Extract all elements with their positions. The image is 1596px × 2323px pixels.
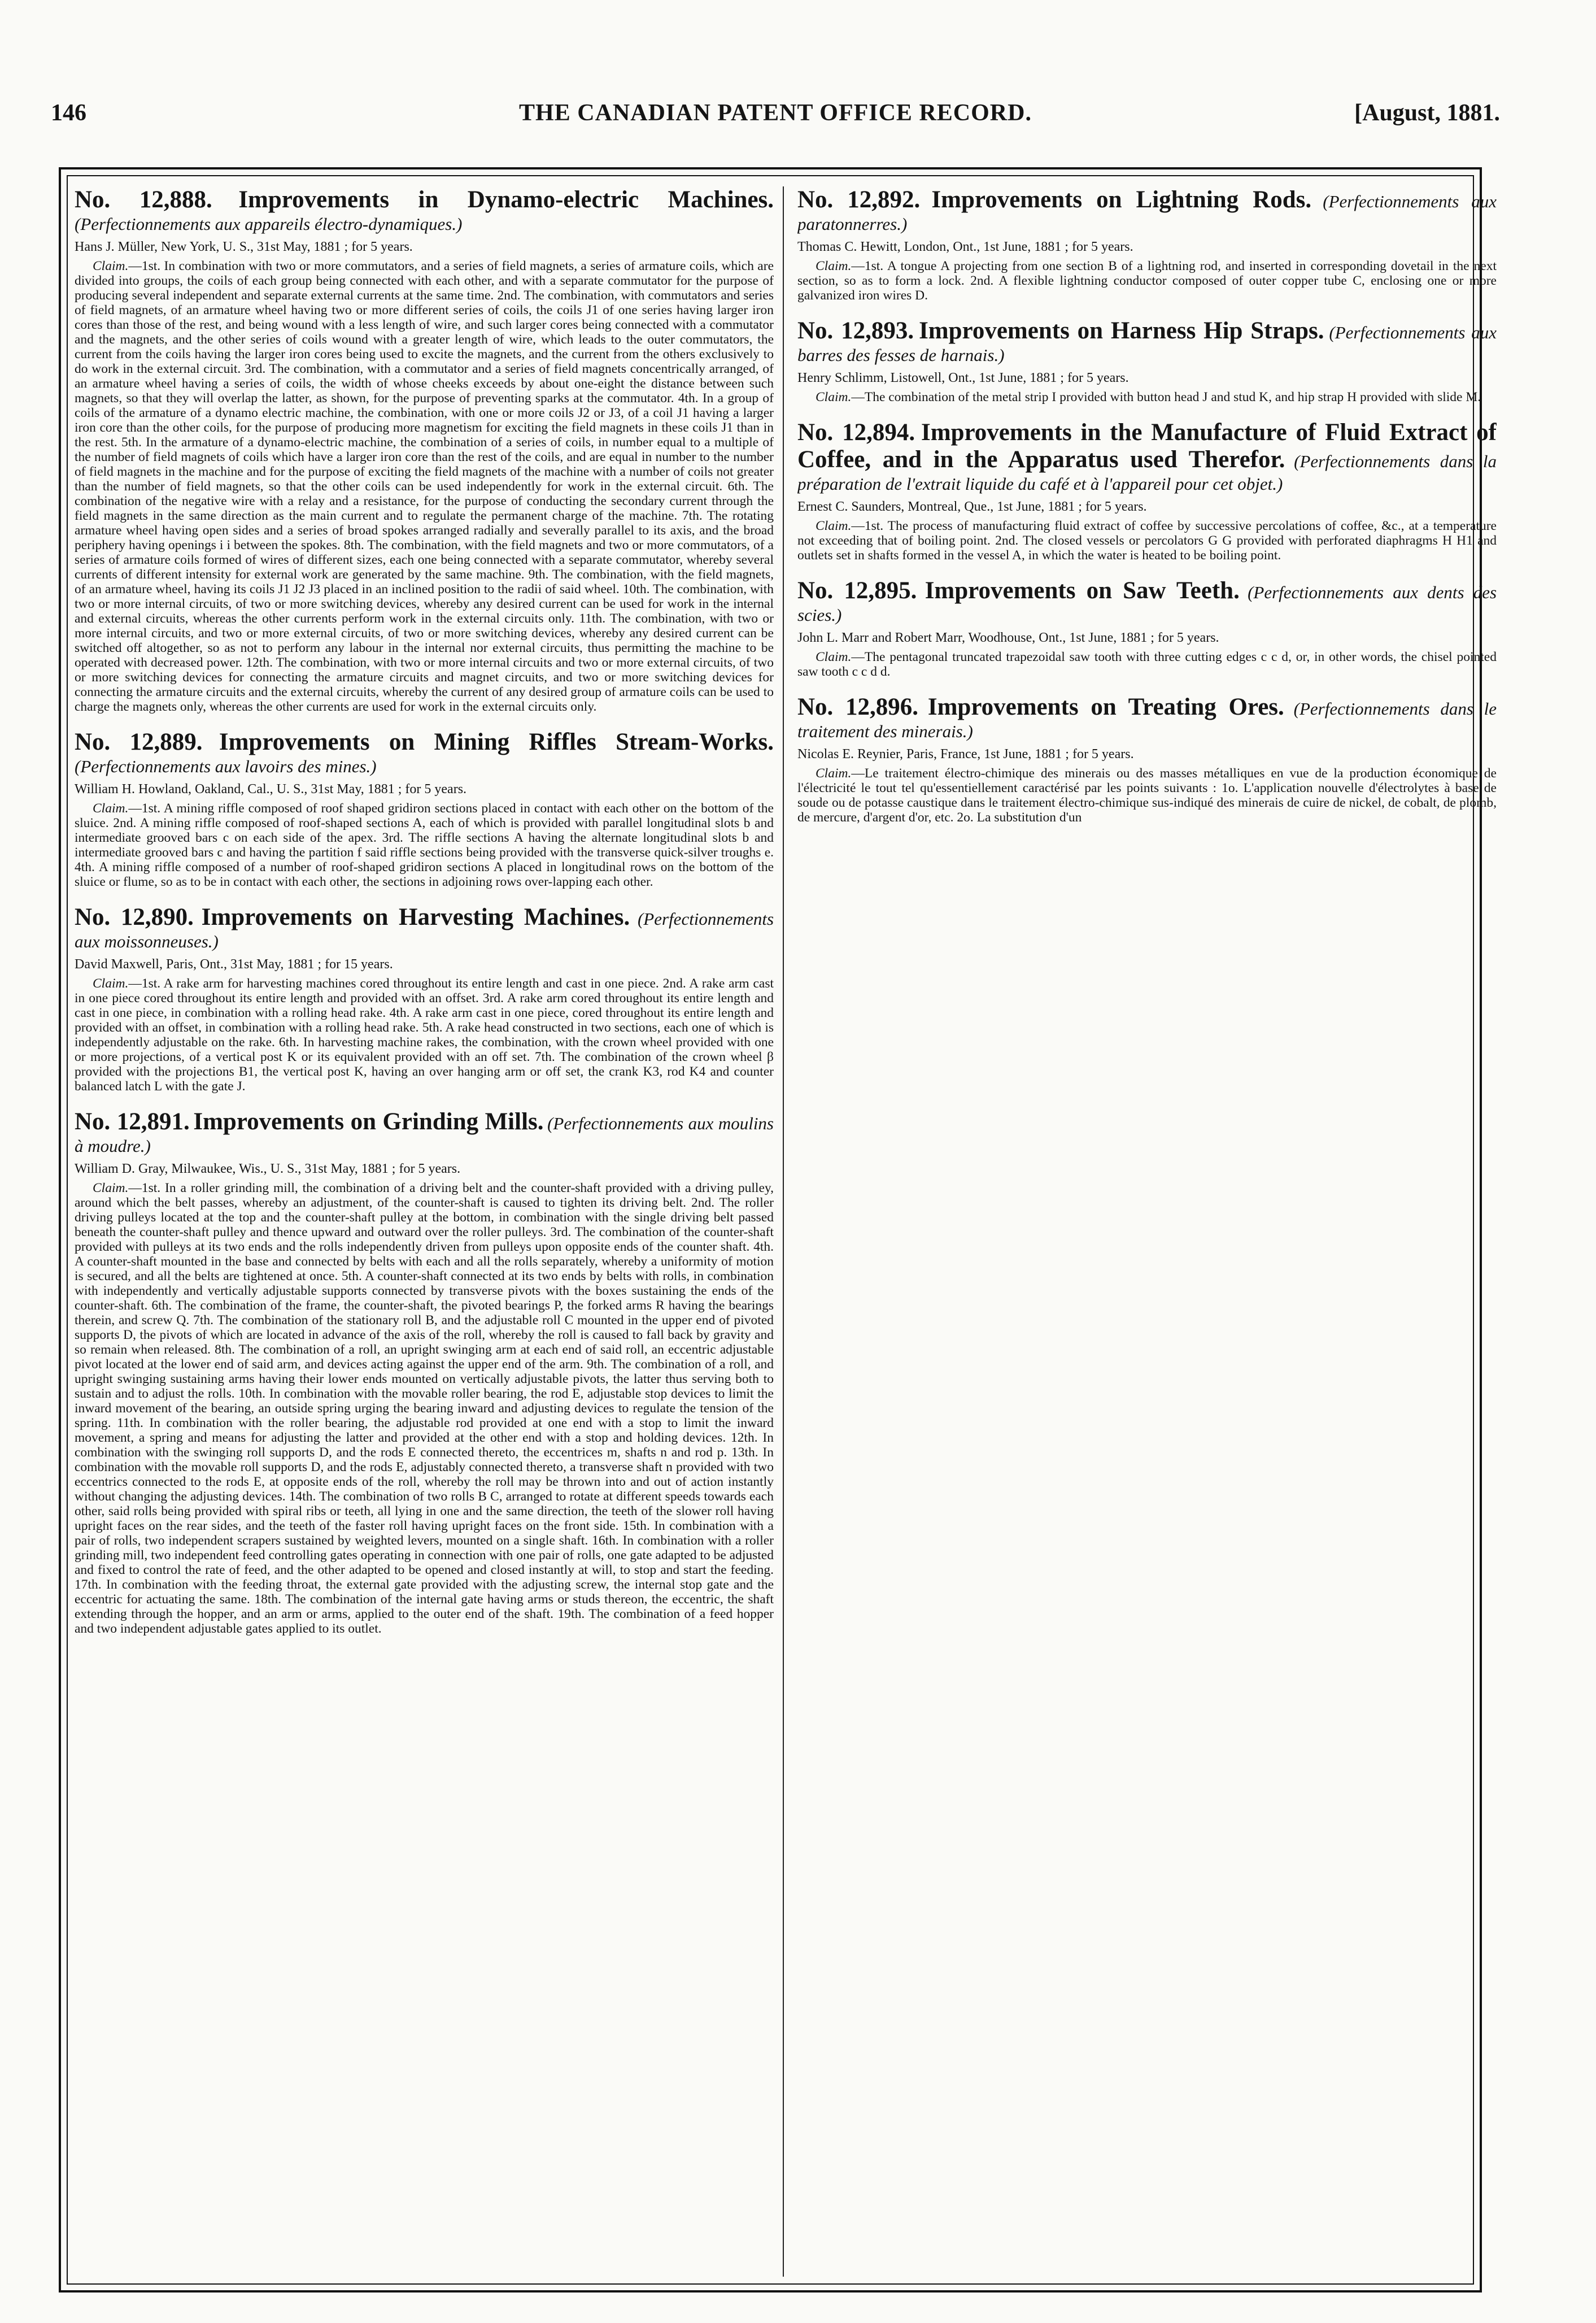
patent-french-title: (Perfectionnements aux appareils électro-dynamiques.) xyxy=(75,214,463,234)
patent-entry xyxy=(797,419,1497,563)
patent-title: Improvements on Harvesting Machines. xyxy=(201,904,630,930)
claim-label: Claim. xyxy=(816,650,852,664)
patent-title: Improvements on Saw Teeth. xyxy=(925,577,1240,604)
patent-french-title: (Perfectionnements aux dents des scies.) xyxy=(797,582,1497,625)
patent-number: No. 12,888. xyxy=(75,186,212,213)
patent-inventor: Henry Schlimm, Listowell, Ont., 1st June, 1881 ; for 5 years. xyxy=(797,371,1129,385)
patent-entry xyxy=(75,186,774,714)
patent-number: No. 12,895. xyxy=(797,577,917,604)
patent-french-title: (Perfectionnements aux paratonnerres.) xyxy=(797,192,1497,234)
issue-date: [August, 1881. xyxy=(1354,100,1500,126)
right-column xyxy=(797,186,1497,2277)
claim-text: —1st. The process of manufacturing fluid extract of coffee by successive percolations of coffee, &c., at a temperature not exceeding that of boiling point. 2nd. The closed vessels or percolators G G provided with perforated diaphragms H H1 and outlets set in shafts formed in the vessel A, in which the water is heated to be boiling point. xyxy=(797,519,1497,563)
claim-label: Claim. xyxy=(93,976,129,991)
patent-number: No. 12,889. xyxy=(75,729,203,755)
patent-heading xyxy=(797,577,1497,626)
claim-text: —1st. In a roller grinding mill, the combination of a driving belt and the counter-shaft provided with a driving pulley, around which the belt passes, whereby an adjustment, of the counter-shaft is caused to tighten its driving belt. 2nd. The roller driving pulleys located at the top and the counter-shaft pulley at the bottom, in combination with the single driving belt passed beneath the counter-shaft pulley and thence upward and outward over the roller pulleys. 3rd. The combination of the counter-shaft provided with pulleys at its two ends and the rolls independently driven from pulleys upon opposite ends of the counter shaft. 4th. A counter-shaft mounted in the base and connected by belts with each and all the rolls separately, whereby a uniformity of motion is secured, and all the belts are tightened at once. 5th. A counter-shaft connected at its two ends by belts with rolls, in combination with independently and vertically adjustable supports connected by transverse pivots with the boxes sustaining the ends of the counter-shaft. 6th. The combination of the frame, the counter-shaft, the pivoted bearings P, the forked arms R having the bearings therein, and screw Q. 7th. The combination of the stationary roll B, and the adjustable roll C mounted in the upper end of pivoted supports D, the pivots of which are located in advance of the axis of the roll, whereby the roll is caused to fall back by gravity and so remain when released. 8th. The combination of a roll, an upright swinging arm at each end of said roll, an eccentric adjustable pivot located at the lower end of said arm, and devices acting against the upper end of the arm. 9th. The combination of a roll, and upright swinging sustaining arms having their lower ends mounted on vertically adjustable pivots, the latter thus serving both to sustain and to adjust the rolls. 10th. In combination with the movable roller bearing, the rod E, adjustable stop devices to limit the inward movement of the bearing, an outside spring urging the bearing inward and adjusting devices to regulate the tension of the spring. 11th. In combination with the roller bearing, the adjustable rod provided at one end with a stop to limit the inward movement, a spring and means for adjusting the latter and provided at the other end with a stop and holding devices. 12th. In combination with the swinging roll supports D, and the rods E connected thereto, the eccentrices m, shafts n and rod p. 13th. In combination with the movable roll supports D, and the rods E, adjustably connected thereto, a transverse shaft n provided with two eccentrics connected to the rods E, at opposite ends of the roll, whereby the roll may be thrown into and out of action instantly without changing the adjusting devices. 14th. The combination of two rolls B C, arranged to rotate at different speeds towards each other, said rolls being provided with spiral ribs or teeth, all lying in one and the same direction, the teeth of the slower roll having upright faces on the rear sides, and the teeth of the faster roll having upright faces on the front side. 15th. In combination with a pair of rolls, two independent scrapers sustained by weighted levers, mounted on a single shaft. 16th. In combination with a roller grinding mill, two independent feed controlling gates operating in connection with one pair of rolls, one gate adapted to be adjusted and fixed to control the rate of feed, and the other adapted to be opened and closed instantly at will, to stop and start the feeding. 17th. In combination with the feeding throat, the external gate provided with the adjusting screw, the internal stop gate and the eccentric for actuating the same. 18th. The combination of the internal gate having arms or studs thereon, the eccentric, the shaft extending through the hopper, and an arm or arms, applied to the outer end of the shaft. 19th. The combination of a feed hopper and two independent adjustable gates applied to its outlet. xyxy=(75,1181,774,1636)
patent-entry xyxy=(75,904,774,1094)
page-number: 146 xyxy=(51,100,86,126)
patent-french-title: (Perfectionnements dans le traitement des minerais.) xyxy=(797,699,1497,741)
column-divider xyxy=(783,186,784,2277)
patent-heading xyxy=(75,1108,774,1157)
claim-label: Claim. xyxy=(816,259,852,273)
patent-number: No. 12,894. xyxy=(797,419,915,446)
claim-label: Claim. xyxy=(816,519,852,533)
patent-heading xyxy=(75,904,774,952)
patent-inventor: Thomas C. Hewitt, London, Ont., 1st June, 1881 ; for 5 years. xyxy=(797,240,1133,254)
patent-claims xyxy=(797,390,1497,404)
patent-claims xyxy=(797,766,1497,825)
patent-number: No. 12,890. xyxy=(75,904,194,930)
running-head xyxy=(51,99,1500,133)
patent-inventor: Hans J. Müller, New York, U. S., 31st May, 1881 ; for 5 years. xyxy=(75,240,413,254)
claim-text: —The pentagonal truncated trapezoidal saw tooth with three cutting edges c c d, or, in other words, the chisel pointed saw tooth c c d d. xyxy=(797,650,1497,679)
patent-claims xyxy=(797,650,1497,679)
patent-french-title: (Perfectionnements aux barres des fesses de harnais.) xyxy=(797,323,1497,365)
patent-entry xyxy=(797,317,1497,404)
claim-text: —1st. In combination with two or more commutators, and a series of field magnets, a series of armature coils, which are divided into groups, the coils of each group being connected with each other, and with a separate commutator for the purpose of producing several independent and separate external currents at the same time. 2nd. The combination, with commutators and series of field magnets, of an armature wheel having two or more different series of coils, the coils J1 of one series having larger iron cores than those of the rest, and being wound with a less length of wire, and such larger cores being connected with a commutator and the magnets, and the other series of coils wound with a greater length of wire, which leads to the outer commutators, the current from the coils having the larger iron cores being used to excite the magnets, and the current from the others exclusively to do work in the external circuit. 3rd. The combination, with a commutator and a series of field magnets concentrically arranged, of an armature wheel having a series of coils, the width of whose cheeks exceeds by about one-eight the distance between such magnets, so that they will overlap the latter, as shown, for the purpose of preventing sparks at the commutator. 4th. In a group of coils of the armature of a dynamo electric machine, the combination, with one or more coils J2 or J3, of a coil J1 having a larger iron core than the other coils, for the purpose of producing more magnetism for exciting the field magnets in these coils J1 than in the rest. 5th. In the armature of a dynamo-electric machine, the combination of a series of coils, in number equal to a multiple of the number of field magnets of coils which have a larger iron core than the rest of the coils, and are equal in number to the number of field magnets in the machine and for the purpose of exciting the field magnets of the machine with a number of coils not greater than the number of field magnets, so that the other coils can be used independently for work in the external circuit. 6th. The combination of the negative wire with a relay and a resistance, for the purpose of conducting the secondary current through the field magnets in the same direction as the main current and to regulate the permanent charge of the machine. 7th. The rotating armature wheel having open sides and a series of broad spokes arranged radially and severally parallel to its axis, and the broad periphery having openings i i between the spokes. 8th. The combination, with the field magnets and two or more commutators, of a series of armature coils formed of wires of different sizes, each one being connected with a separate commutator, whereby several currents of different intensity for external work are generated by the same machine. 9th. The combination, with the field magnets, of an armature wheel, having its coils J1 J2 J3 placed in an inclined position to the radii of said wheel. 10th. The combination, with two or more internal circuits, of two or more switching devices, whereby any desired current can be used for work in the internal and external circuits, whereas the other currents perform work in the external circuits only. 11th. The combination, with two or more internal circuits, and two or more external circuits, of two or more switching devices, whereby any desired current can be switched off altogether, so as not to perform any labour in the internal nor external circuits, thus permitting the machine to be operated with decreased power. 12th. The combination, with two or more internal circuits and two or more external circuits, of two or more switching devices for connecting the armature circuits and magnet circuits, and two or more switching devices for connecting the armature circuits and the external circuits, whereby the current of any desired group of armature coils can be used to charge the magnets only, whereas the other currents are used for work in the external circuits only. xyxy=(75,259,774,714)
patent-inventor: William D. Gray, Milwaukee, Wis., U. S., 31st May, 1881 ; for 5 years. xyxy=(75,1162,461,1176)
patent-heading xyxy=(797,186,1497,235)
patent-number: No. 12,893. xyxy=(797,317,914,344)
patent-french-title: (Perfectionnements dans la préparation de l'extrait liquide du café et à l'appareil pour cet objet.) xyxy=(797,451,1497,494)
patent-claims xyxy=(797,519,1497,563)
claim-text: —The combination of the metal strip I provided with button head J and stud K, and hip strap H provided with slide M. xyxy=(851,390,1481,404)
patent-entry xyxy=(797,694,1497,825)
claim-label: Claim. xyxy=(93,1181,129,1195)
patent-claims xyxy=(75,259,774,714)
patent-entry xyxy=(797,577,1497,679)
patent-inventor: John L. Marr and Robert Marr, Woodhouse, Ont., 1st June, 1881 ; for 5 years. xyxy=(797,630,1219,645)
patent-title: Improvements on Grinding Mills. xyxy=(193,1108,544,1135)
patent-entry xyxy=(797,186,1497,303)
claim-label: Claim. xyxy=(93,259,129,273)
patent-number: No. 12,892. xyxy=(797,186,921,213)
claim-label: Claim. xyxy=(816,766,852,781)
patent-claims xyxy=(75,1181,774,1636)
patent-heading xyxy=(75,729,774,777)
claim-text: —1st. A mining riffle composed of roof shaped gridiron sections placed in contact with each other on the bottom of the sluice. 2nd. A mining riffle composed of roof-shaped sections A, each of which is provided with parallel longitudinal slots b and intermediate grooved bars c on each side of the apex. 3rd. The riffle sections A having the alternate longitudinal slots b and intermediate grooved bars c and having the partition f said riffle sections being provided with the transverse quick-silver troughs e. 4th. A mining riffle composed of a number of roof-shaped gridiron sections A placed in longitudinal rows on the bottom of the sluice or flume, so as to be in contact with each other, the sections in adjoining rows over-lapping each other. xyxy=(75,801,774,889)
patent-title: Improvements in Dynamo-electric Machines. xyxy=(238,186,774,213)
patent-entry xyxy=(75,729,774,889)
claim-text: —1st. A tongue A projecting from one section B of a lightning rod, and inserted in corresponding dovetail in the next section, so as to form a lock. 2nd. A flexible lightning conductor composed of outer copper tube C, enclosing one or more galvanized iron wires D. xyxy=(797,259,1497,303)
claim-label: Claim. xyxy=(816,390,852,404)
patent-heading xyxy=(75,186,774,235)
patent-inventor: David Maxwell, Paris, Ont., 31st May, 1881 ; for 15 years. xyxy=(75,957,393,972)
patent-inventor: Ernest C. Saunders, Montreal, Que., 1st June, 1881 ; for 5 years. xyxy=(797,499,1147,514)
patent-claims xyxy=(75,976,774,1094)
patent-heading xyxy=(797,317,1497,366)
claim-text: —Le traitement électro-chimique des minerais ou des masses métalliques en vue de la production économique de l'électricité le tout tel qu'essentiellement caractérisé par les points suivants : 1o. L'application nouvelle d'électrolytes à base de soude ou de potasse caustique dans le traitement électro-chimique sus-indiqué des minerais de cuire de nickel, de cobalt, de plomb, de mercure, d'argent d'or, etc. 2o. La substitution d'un xyxy=(797,766,1497,825)
patent-title: Improvements on Harness Hip Straps. xyxy=(919,317,1324,344)
patent-title: Improvements in the Manufacture of Fluid Extract of Coffee, and in the Apparatus used Therefor. xyxy=(797,419,1497,473)
claim-label: Claim. xyxy=(93,801,129,816)
patent-claims xyxy=(797,259,1497,303)
left-column xyxy=(75,186,774,2277)
patent-claims xyxy=(75,801,774,889)
patent-title: Improvements on Mining Riffles Stream-Works. xyxy=(219,729,774,755)
patent-title: Improvements on Lightning Rods. xyxy=(931,186,1312,213)
patent-heading xyxy=(797,419,1497,495)
patent-number: No. 12,896. xyxy=(797,694,919,720)
patent-french-title: (Perfectionnements aux moissonneuses.) xyxy=(75,909,774,951)
patent-inventor: William H. Howland, Oakland, Cal., U. S., 31st May, 1881 ; for 5 years. xyxy=(75,782,467,797)
patent-entry xyxy=(75,1108,774,1636)
patent-heading xyxy=(797,694,1497,742)
publication-title: THE CANADIAN PATENT OFFICE RECORD. xyxy=(519,100,1032,126)
patent-french-title: (Perfectionnements aux moulins à moudre.) xyxy=(75,1113,774,1156)
patent-inventor: Nicolas E. Reynier, Paris, France, 1st June, 1881 ; for 5 years. xyxy=(797,747,1134,762)
patent-title: Improvements on Treating Ores. xyxy=(927,694,1284,720)
patent-french-title: (Perfectionnements aux lavoirs des mines.) xyxy=(75,756,377,776)
claim-text: —1st. A rake arm for harvesting machines cored throughout its entire length and cast in one piece. 2nd. A rake arm cast in one piece cored throughout its entire length and provided with an offset. 3rd. A rake arm cored throughout its entire length and cast in one piece, in combination with a rolling head rake. 4th. A rake arm cast in one piece, cored throughout its entire length and provided with an offset, in combination with a rolling head rake. 5th. A rake head constructed in two sections, each one of which is independently adjustable on the rake. 6th. In harvesting machine rakes, the combination, with the crown wheel provided with one or more projections, of a vertical post K or its equivalent provided with an off set. 7th. The combination of the crown wheel β provided with the projections B1, the vertical post K, having an over hanging arm or off set, the crank K3, rod K4 and counter balanced latch L with the gate J. xyxy=(75,976,774,1094)
patent-number: No. 12,891. xyxy=(75,1108,190,1135)
